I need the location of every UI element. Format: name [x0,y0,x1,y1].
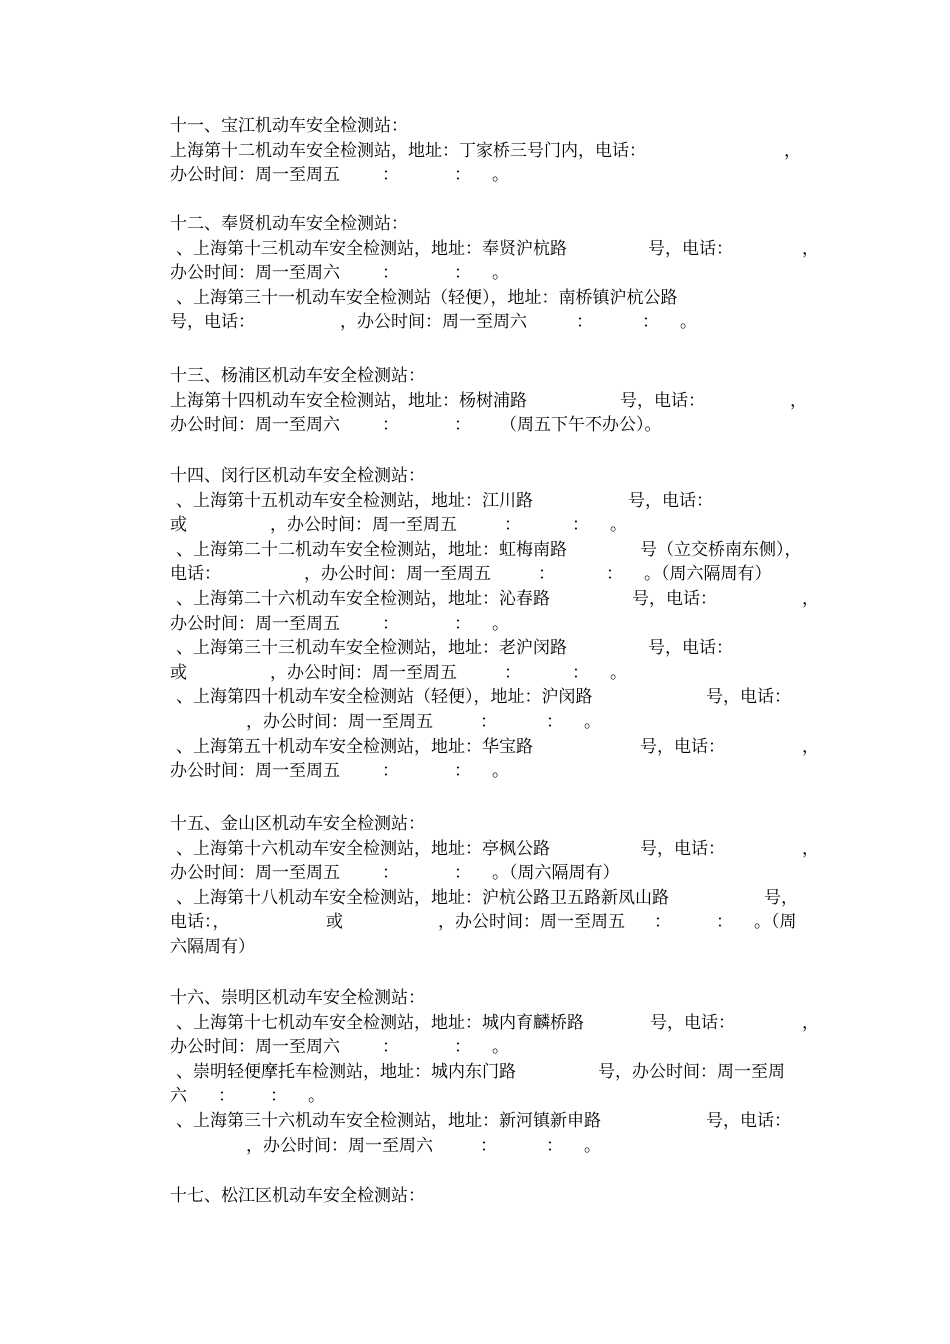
text-segment: ： [504,515,521,536]
section-heading [0,464,950,488]
text-segment: 、上海第十三机动车安全检测站，地址：奉贤沪杭路 [176,238,567,259]
text-line [0,1060,950,1084]
text-segment: 号，电话： [706,1111,791,1131]
text-line [0,861,950,885]
text-line [0,685,950,709]
section-heading-text: 十二、奉贤机动车安全检测站： [170,214,408,234]
text-line [0,286,950,310]
text-segment: ，办公时间：周一至周六 [246,1135,433,1156]
text-segment: 。 [492,165,509,186]
text-segment: ： [538,564,555,585]
text-line [0,837,950,861]
text-segment: 办公时间：周一至周五 [170,613,340,634]
text-segment: 六隔周有） [170,937,255,957]
text-segment: ： [454,165,471,186]
text-segment: ： [382,761,399,782]
text-segment: ： [480,712,497,732]
text-segment: ： [716,912,733,933]
text-segment: ： [606,564,623,585]
text-segment: 。 [308,1086,325,1107]
section-heading [0,986,950,1010]
text-segment: ： [654,912,671,933]
text-line [0,886,950,910]
text-segment: ： [270,1086,287,1107]
text-segment: 、上海第十七机动车安全检测站，地址：城内育麟桥路 [176,1012,584,1033]
text-segment: 、上海第五十机动车安全检测站，地址：华宝路 [176,736,533,757]
text-segment: 或 [170,515,187,536]
text-segment: ， [802,238,819,259]
text-line [0,1035,950,1059]
section-heading [0,1184,950,1208]
text-segment: 号，办公时间：周一至周 [598,1061,785,1082]
text-segment: 号，电话： [648,638,733,659]
text-segment: 。 [492,1037,509,1058]
text-segment: ： [572,662,589,683]
text-segment: ： [504,662,521,683]
text-line [0,261,950,285]
text-line [0,636,950,660]
text-segment: 、崇明轻便摩托车检测站，地址：城内东门路 [176,1061,516,1082]
section-heading-text: 十五、金山区机动车安全检测站： [170,814,425,834]
text-segment: ： [454,1037,471,1058]
text-segment: 。 [610,662,627,683]
text-segment: 号（立交桥南东侧）， [640,539,802,560]
text-segment: 、上海第十五机动车安全检测站，地址：江川路 [176,490,533,511]
text-segment: ： [576,312,593,333]
text-line [0,1084,950,1108]
text-segment: ，办公时间：周一至周五 [270,662,457,683]
text-segment: 电话： [170,564,221,585]
section-heading-text: 十一、宝江机动车安全检测站： [170,116,408,136]
text-segment: ： [454,263,471,284]
text-line [0,612,950,636]
text-segment: ： [480,1135,497,1156]
text-segment: 、上海第二十六机动车安全检测站，地址：沁春路 [176,589,550,609]
section-heading [0,212,950,236]
text-segment: 。（周 [754,912,797,933]
text-segment: ： [454,613,471,634]
section-heading [0,364,950,388]
text-line [0,910,950,934]
text-segment: 号，电话： [170,312,255,333]
text-line [0,538,950,562]
text-line [0,413,950,437]
text-segment: 、上海第四十机动车安全检测站（轻便），地址：沪闵路 [176,687,593,708]
text-line [0,735,950,759]
text-segment: 办公时间：周一至周五 [170,165,340,186]
text-line [0,163,950,187]
text-line [0,489,950,513]
text-segment: 办公时间：周一至周五 [170,863,340,884]
text-segment: 、上海第三十三机动车安全检测站，地址：老沪闵路 [176,638,567,659]
text-segment: 电话：， [170,912,230,933]
text-line [0,1134,950,1158]
text-line [0,935,950,959]
text-segment: （周五下午不办公）。 [500,415,662,436]
text-segment: 办公时间：周一至周六 [170,263,340,284]
text-segment: ： [642,312,659,333]
text-segment: 。 [492,263,509,284]
text-segment: 号，电话： [620,390,705,411]
text-segment: ： [382,165,399,186]
text-segment: 。 [680,312,697,333]
text-segment: 、上海第三十六机动车安全检测站，地址：新河镇新申路 [176,1111,601,1131]
text-segment: 号，电话： [640,838,725,859]
text-segment: 号，电话： [640,736,725,757]
text-segment: 上海第十四机动车安全检测站，地址：杨树浦路 [170,390,527,411]
text-segment: 办公时间：周一至周六 [170,1037,340,1058]
text-line [0,139,950,163]
text-segment: ，办公时间：周一至周六 [340,312,527,333]
section-heading-text: 十七、松江区机动车安全检测站： [170,1186,425,1206]
section-heading-text: 十三、杨浦区机动车安全检测站： [170,366,425,386]
text-segment: 号，电话： [628,490,713,511]
section-heading [0,114,950,138]
text-segment: 办公时间：周一至周五 [170,761,340,782]
text-segment: ，办公时间：周一至周五 [304,564,491,585]
text-line [0,513,950,537]
text-line [0,310,950,334]
text-segment: 。 [584,712,601,732]
text-segment: 或 [170,662,187,683]
text-line [0,389,950,413]
text-segment: ， [802,589,819,609]
text-line [0,562,950,586]
text-segment: 号， [764,887,798,908]
text-segment: ： [218,1086,235,1107]
text-line [0,237,950,261]
text-segment: ： [382,613,399,634]
text-segment: 、上海第三十一机动车安全检测站（轻便），地址：南桥镇沪杭公路 [176,287,678,308]
text-segment: 或 [326,912,343,933]
text-segment: 。（周六隔周有） [644,564,772,585]
text-segment: 、上海第十六机动车安全检测站，地址：亭枫公路 [176,838,550,859]
text-segment: ， [790,390,807,411]
text-segment: 、上海第二十二机动车安全检测站，地址：虹梅南路 [176,539,567,560]
text-segment: ： [454,415,471,436]
text-segment: ： [572,515,589,536]
text-segment: ， [802,838,819,859]
text-segment: 号，电话： [648,238,733,259]
text-segment: ， [802,736,819,757]
text-line [0,710,950,734]
text-segment: ： [454,761,471,782]
text-line [0,587,950,611]
text-segment: ，办公时间：周一至周五 [246,712,433,732]
text-segment: ： [382,1037,399,1058]
text-segment: 号，电话： [650,1012,735,1033]
text-segment: 。（周六隔周有） [492,863,620,884]
text-segment: ： [382,263,399,284]
section-heading [0,812,950,836]
text-line [0,661,950,685]
text-segment: 。 [610,515,627,536]
text-segment: ： [546,712,563,732]
text-segment: 号，电话： [632,589,717,609]
text-segment: 、上海第十八机动车安全检测站，地址：沪杭公路卫五路新凤山路 [176,887,669,908]
text-segment: 六 [170,1086,187,1107]
section-heading-text: 十六、崇明区机动车安全检测站： [170,988,425,1008]
text-line [0,759,950,783]
text-segment: ， [802,1012,819,1033]
text-line [0,1011,950,1035]
text-segment: 。 [584,1135,601,1156]
section-heading-text: 十四、闵行区机动车安全检测站： [170,466,425,486]
text-segment: ： [454,863,471,884]
text-segment: ： [546,1135,563,1156]
text-segment: 。 [492,613,509,634]
text-segment: 上海第十二机动车安全检测站，地址：丁家桥三号门内，电话： [170,140,646,161]
text-segment: ，办公时间：周一至周五 [438,912,625,933]
text-segment: 。 [492,761,509,782]
text-segment: ： [382,863,399,884]
text-segment: ，办公时间：周一至周五 [270,515,457,536]
text-segment: ： [382,415,399,436]
text-segment: ， [784,140,801,161]
text-segment: 办公时间：周一至周六 [170,415,340,436]
text-line [0,1109,950,1133]
text-segment: 号，电话： [706,687,791,708]
